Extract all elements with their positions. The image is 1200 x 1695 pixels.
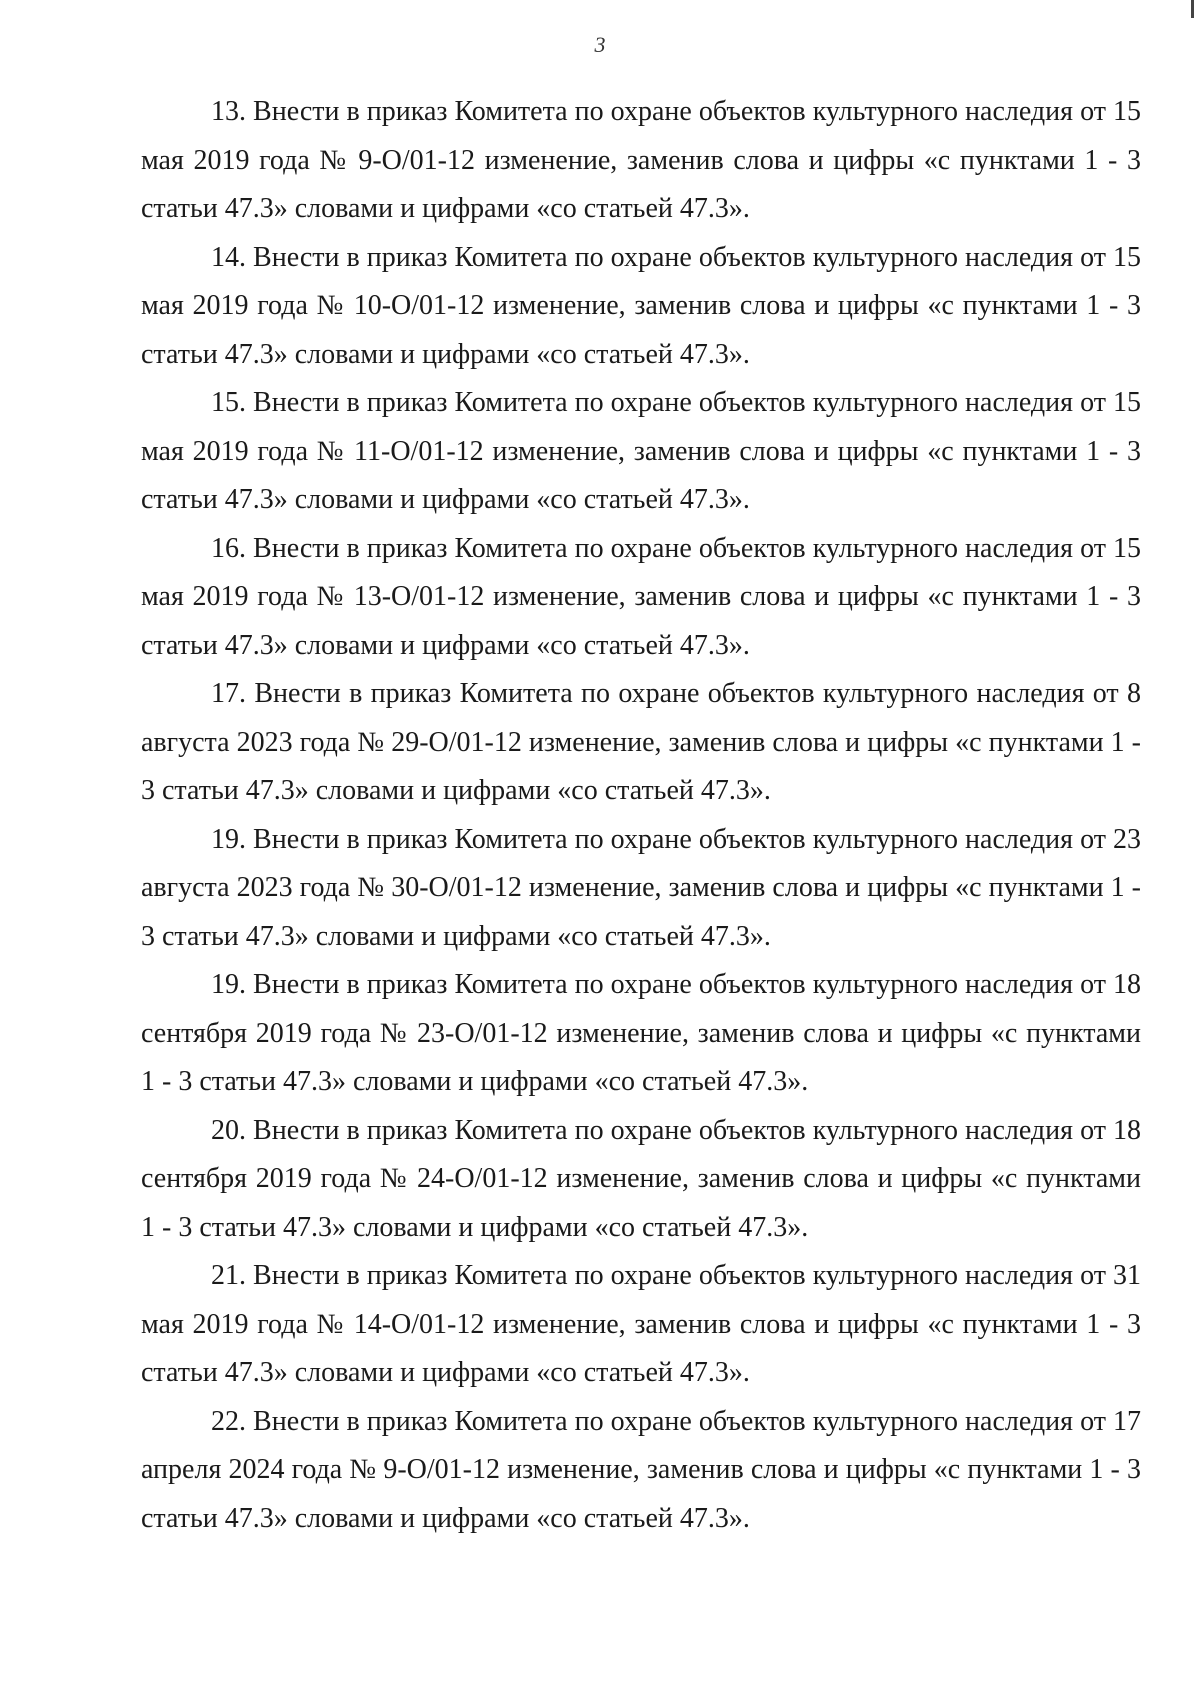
paragraph-16: 16. Внести в приказ Комитета по охране объектов культурного наследия от 15 мая 2019 года № 13-О/01-12 изменение, заменив слова и цифры «с пунктами 1 - 3 статьи 47.3» словами и цифрами «со статьей 47.3». [141, 532, 1141, 661]
page-number: 3 [594, 32, 606, 57]
paragraph-22: 22. Внести в приказ Комитета по охране объектов культурного наследия от 17 апреля 2024 года № 9-О/01-12 изменение, заменив слова и цифры «с пунктами 1 - 3 статьи 47.3» словами и цифрами «со статьей 47.3». [141, 1405, 1141, 1534]
paragraph-15: 15. Внести в приказ Комитета по охране объектов культурного наследия от 15 мая 2019 года № 11-О/01-12 изменение, заменив слова и цифры «с пунктами 1 - 3 статьи 47.3» словами и цифрами «со статьей 47.3». [141, 387, 1141, 515]
paragraph-20: 20. Внести в приказ Комитета по охране объектов культурного наследия от 18 сентября 2019 года № 24-О/01-12 изменение, заменив слова и цифры «с пунктами 1 - 3 статьи 47.3» словами и цифрами «со статьей 47.3». [141, 1114, 1141, 1243]
paragraph-19b: 19. Внести в приказ Комитета по охране объектов культурного наследия от 18 сентября 2019 года № 23-О/01-12 изменение, заменив слова и цифры «с пунктами 1 - 3 статьи 47.3» словами и цифрами «со статьей 47.3». [141, 969, 1141, 1097]
scan-edge-mark [1191, 0, 1194, 18]
document-body [141, 88, 1141, 1543]
paragraph-17: 17. Внести в приказ Комитета по охране объектов культурного наследия от 8 августа 2023 года № 29-О/01-12 изменение, заменив слова и цифры «с пунктами 1 - 3 статьи 47.3» словами и цифрами «со статьей 47.3». [141, 678, 1141, 806]
paragraph-21: 21. Внести в приказ Комитета по охране объектов культурного наследия от 31 мая 2019 года № 14-О/01-12 изменение, заменив слова и цифры «с пунктами 1 - 3 статьи 47.3» словами и цифрами «со статьей 47.3». [141, 1260, 1141, 1388]
paragraph-13: 13. Внести в приказ Комитета по охране объектов культурного наследия от 15 мая 2019 года № 9-О/01-12 изменение, заменив слова и цифры «с пунктами 1 - 3 статьи 47.3» словами и цифрами «со статьей 47.3». [141, 96, 1141, 224]
paragraph-19a: 19. Внести в приказ Комитета по охране объектов культурного наследия от 23 августа 2023 года № 30-О/01-12 изменение, заменив слова и цифры «с пунктами 1 - 3 статьи 47.3» словами и цифрами «со статьей 47.3». [141, 823, 1141, 952]
paragraph-14: 14. Внести в приказ Комитета по охране объектов культурного наследия от 15 мая 2019 года № 10-О/01-12 изменение, заменив слова и цифры «с пунктами 1 - 3 статьи 47.3» словами и цифрами «со статьей 47.3». [141, 241, 1141, 370]
